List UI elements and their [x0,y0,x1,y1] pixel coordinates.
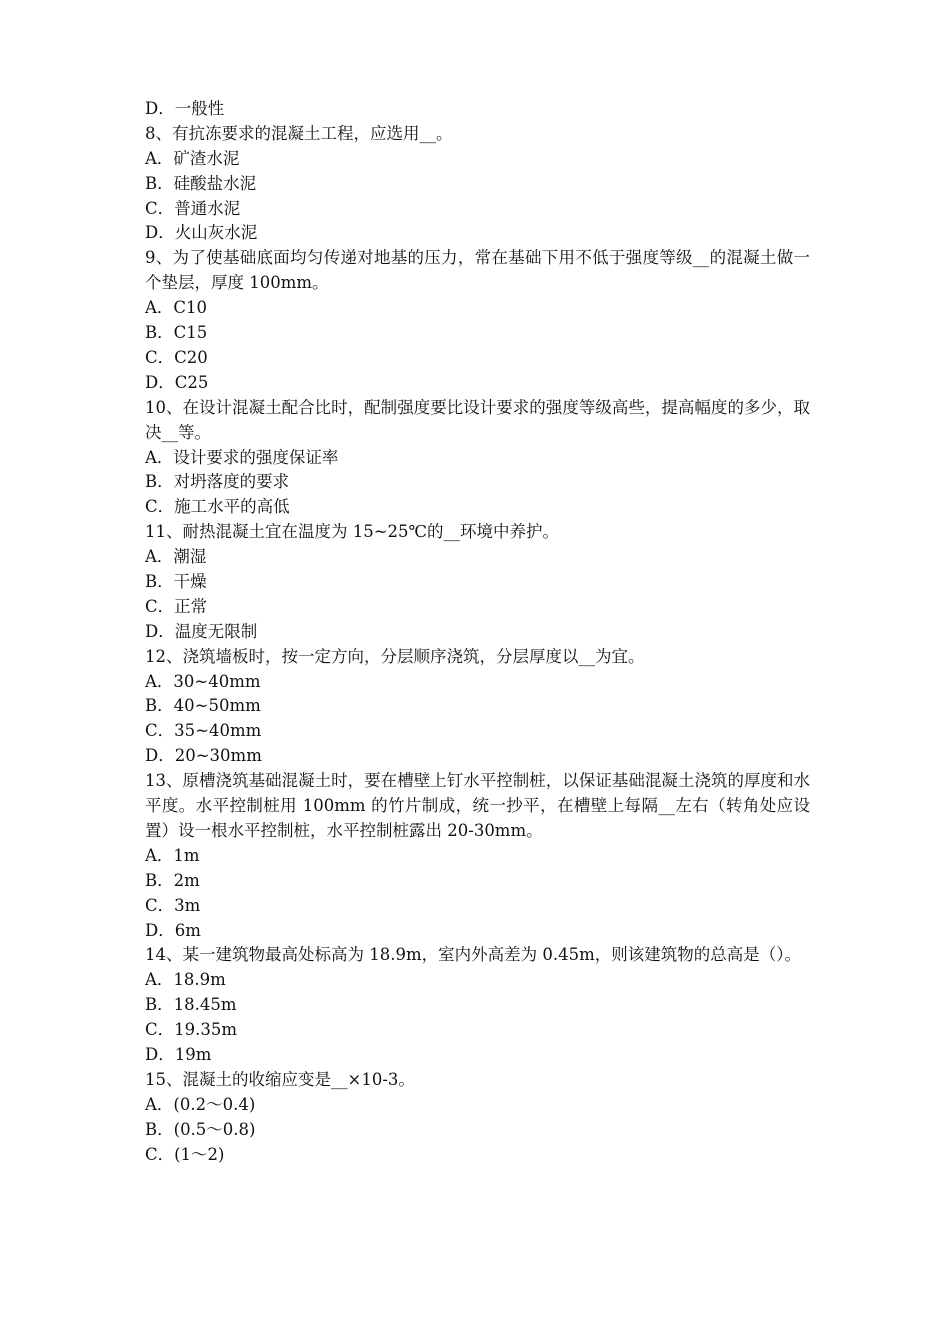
option-c: C．施工水平的高低 [145,497,290,517]
question-12 [145,645,810,769]
option-a: A．潮湿 [145,547,207,567]
option-c: C．C20 [145,347,208,367]
question-15 [145,1068,810,1168]
option-b: B．2m [145,870,200,890]
option-b: B．40~50mm [145,696,261,716]
option-b: B．(0.5～0.8) [145,1119,256,1139]
question-stem: 8、有抗冻要求的混凝土工程，应选用__。 [145,123,453,143]
option-a: A．矿渣水泥 [145,148,240,168]
option-d: D．19m [145,1045,212,1065]
option-a: A．1m [145,845,200,865]
option-c: C．35~40mm [145,721,262,741]
option-a: A．(0.2～0.4) [145,1094,256,1114]
question-13 [145,769,810,943]
question-10 [145,396,810,520]
option-c: C．19.35m [145,1020,238,1040]
question-stem: 9、为了使基础底面均匀传递对地基的压力，常在基础下用不低于强度等级__的混凝土做一个垫层，厚度 100mm。 [145,248,810,293]
option-d: D．温度无限制 [145,621,258,641]
option-c: C．(1～2) [145,1144,225,1164]
question-stem: 15、混凝土的收缩应变是__×10-3。 [145,1069,415,1089]
option-b: B．对坍落度的要求 [145,472,290,492]
option-a: A．设计要求的强度保证率 [145,447,339,467]
option-d: D．C25 [145,372,209,392]
option-a: A．30~40mm [145,671,261,691]
option-c: C．普通水泥 [145,198,241,218]
option-b: B．18.45m [145,995,237,1015]
question-stem: 11、耐热混凝土宜在温度为 15~25℃的__环境中养护。 [145,522,560,542]
option-text: D．一般性 [145,99,225,118]
question-11 [145,520,810,644]
document-page [145,97,810,1167]
question-stem: 13、原槽浇筑基础混凝土时，要在槽壁上钉水平控制桩，以保证基础混凝土浇筑的厚度和水平度。水平控制桩用 100mm 的竹片制成，统一抄平，在槽壁上每隔__左右（转角处应设置）设一根水平控制桩，水平控制桩露出 20-30mm。 [145,771,810,840]
option-c: C．正常 [145,596,208,616]
question-9 [145,246,810,395]
option-b: B．C15 [145,323,208,343]
option-b: B．硅酸盐水泥 [145,173,257,193]
option-d: D．20~30mm [145,746,262,766]
option-d: D．6m [145,920,201,940]
option-a: A．18.9m [145,970,226,990]
question-stem: 14、某一建筑物最高处标高为 18.9m，室内外高差为 0.45m，则该建筑物的总高是（）。 [145,945,802,965]
question-stem: 10、在设计混凝土配合比时，配制强度要比设计要求的强度等级高些，提高幅度的多少，取决__等。 [145,397,810,442]
question-stem: 12、浇筑墙板时，按一定方向，分层顺序浇筑，分层厚度以__为宜。 [145,646,645,666]
option-d: D．火山灰水泥 [145,223,258,243]
option-c: C．3m [145,895,201,915]
option-a: A．C10 [145,298,208,318]
question-8 [145,122,810,246]
question-14 [145,943,810,1067]
option-b: B．干燥 [145,572,207,592]
